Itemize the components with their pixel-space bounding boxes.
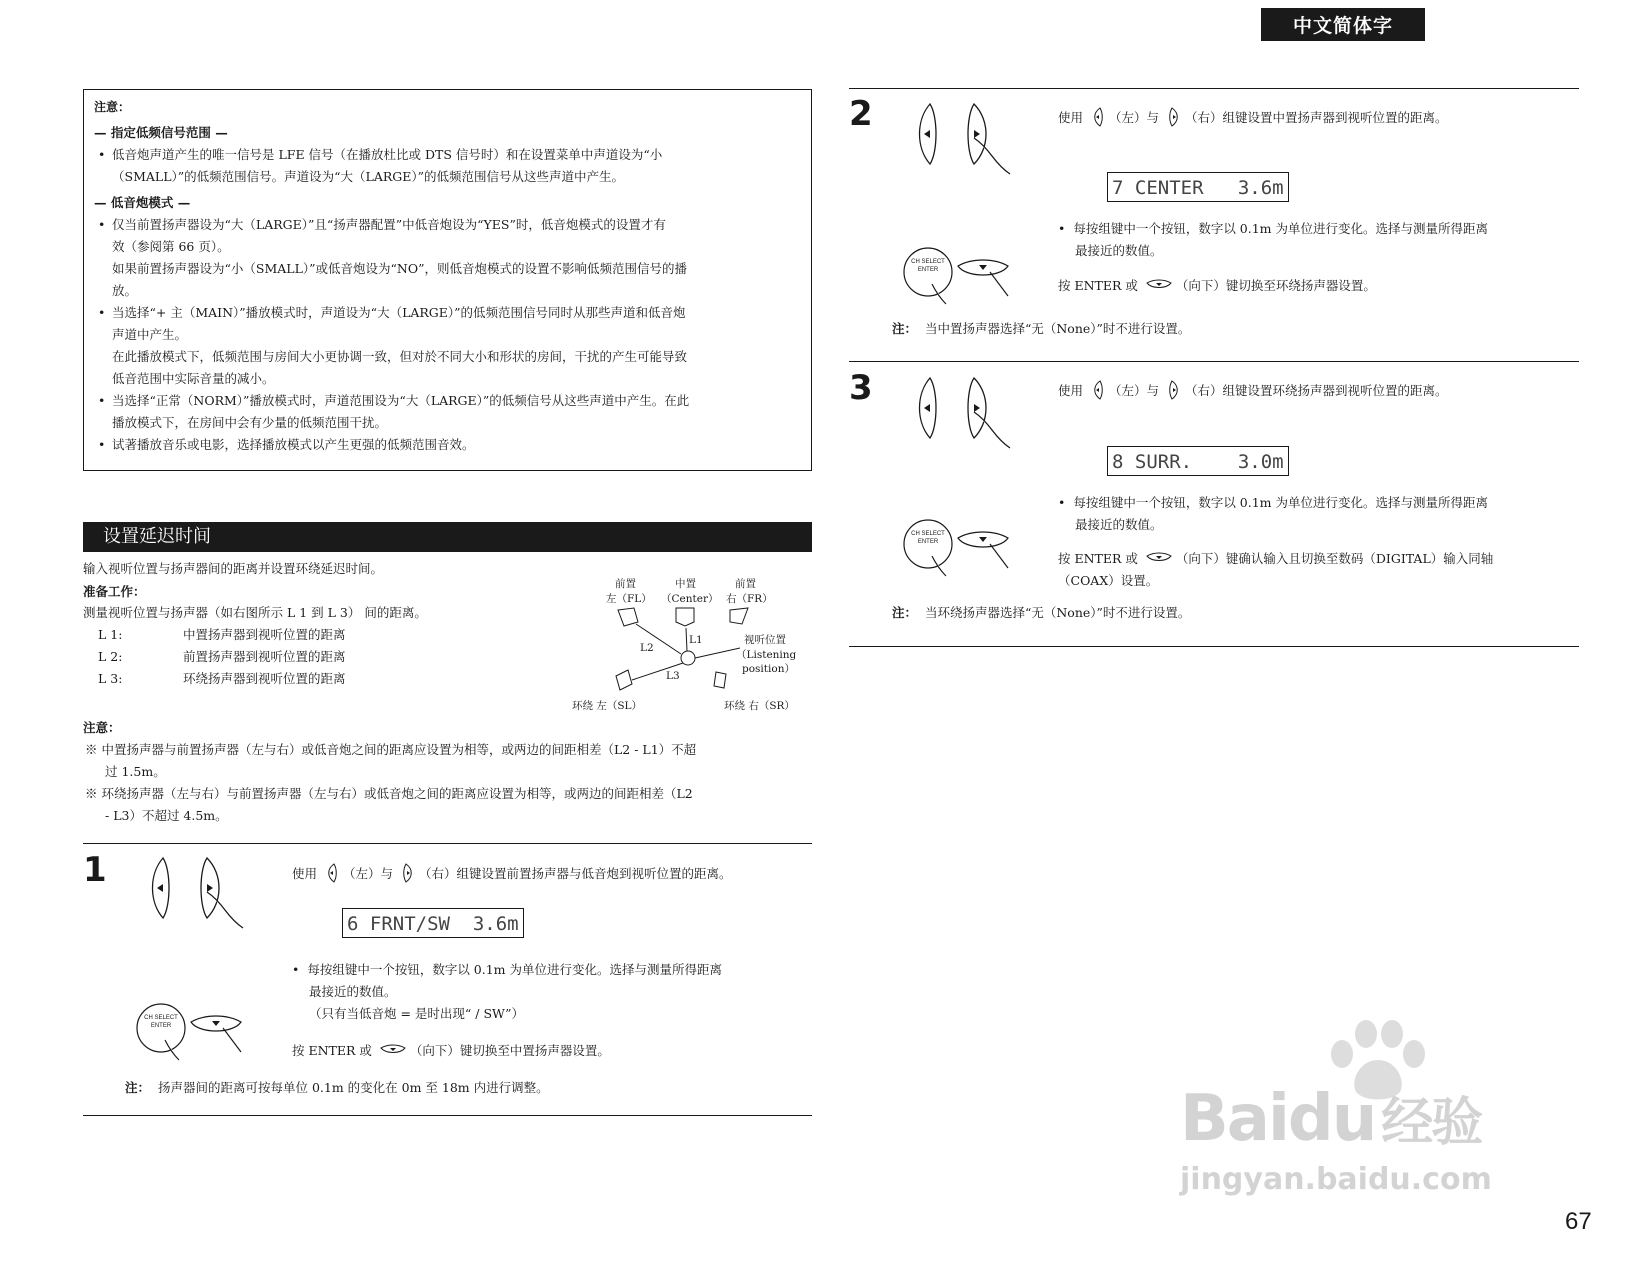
notice-bullet-2-cont: 如果前置扬声器设为“小（SMALL）”或低音炮设为“NO”，则低音炮模式的设置不影响低频范围信号的播 放。: [112, 261, 687, 298]
step2-left-right-keys: [912, 102, 1022, 180]
step2-instruction: 使用 （左）与 （右）组键设置中置扬声器到视听位置的距离。: [1058, 107, 1448, 129]
diagram-label-listening-en2: position）: [742, 663, 795, 675]
step1-note: 注： 扬声器间的距离可按每单位 0.1m 的变化在 0m 至 18m 内进行调整。: [125, 1080, 549, 1095]
step2-press-line: 按 ENTER 或 （向下）键切换至环绕扬声器设置。: [1058, 278, 1376, 293]
l2-value: 前置扬声器到视听位置的距离: [183, 649, 346, 664]
diagram-label-sl: 环绕 左（SL）: [572, 700, 643, 712]
step2-enter-button-label: CH SELECT ENTER: [911, 259, 945, 273]
step3-enter-button-label: CH SELECT ENTER: [911, 531, 945, 545]
delay-intro: 输入视听位置与扬声器间的距离并设置环绕延迟时间。: [83, 561, 384, 576]
diagram-label-sr: 环绕 右（SR）: [724, 700, 795, 712]
step3-enter-down-keys: [902, 516, 1027, 578]
step2-number: 2: [849, 94, 873, 134]
notice-bullet-2: • 仅当前置扬声器设为“大（LARGE）”且“扬声器配置”中低音炮设为“YES”时，低音炮模式的设置才有 效（参阅第 66 页）。: [94, 214, 799, 258]
right-key-small-icon: [1167, 107, 1181, 127]
step3-bottom-rule: [849, 646, 1579, 647]
step1-instruction: 使用 （左）与 （右）组键设置前置扬声器与低音炮到视听位置的距离。: [292, 863, 732, 885]
left-key-small-icon: [1091, 107, 1105, 127]
language-tab: 中文简体字: [1261, 8, 1425, 41]
diagram-label-l1: L1: [689, 634, 703, 646]
step2-bullet-line2: 最接近的数值。: [1075, 243, 1163, 258]
speaker-sr-icon: [714, 672, 726, 688]
step1-bullet-line3: （只有当低音炮 = 是时出现“ / SW”）: [309, 1006, 525, 1021]
notice-subheading-lfe: — 指定低频信号范围 —: [94, 125, 228, 140]
speaker-center-icon: [676, 608, 694, 626]
diagram-label-fr: 右（FR）: [726, 593, 773, 605]
delay-note-2-line2: - L3）不超过 4.5m。: [105, 808, 228, 823]
speaker-fl-icon: [618, 608, 638, 626]
notice-title: 注意：: [94, 100, 131, 114]
notice-subheading-sw: — 低音炮模式 —: [94, 195, 191, 210]
step1-top-rule: [83, 843, 812, 844]
step2-bullet-line1: • 每按组键中一个按钮，数字以 0.1m 为单位进行变化。选择与测量所得距离: [1058, 221, 1489, 236]
l3-value: 环绕扬声器到视听位置的距离: [183, 671, 346, 686]
speaker-fr-icon: [730, 608, 748, 624]
left-key-small-icon: [1091, 380, 1105, 400]
listening-position-icon: [681, 651, 695, 665]
step1-number: 1: [83, 850, 107, 890]
right-key-small-icon: [401, 863, 415, 883]
prep-text: 测量视听位置与扬声器（如右图所示 L 1 到 L 3） 间的距离。: [83, 605, 427, 620]
l1-key: L 1:: [98, 627, 123, 642]
step3-left-right-keys: [912, 376, 1022, 454]
notice-bullet-3-cont: 在此播放模式下，低频范围与房间大小更协调一致，但对於不同大小和形状的房间，干扰的产生可能导致 低音范围中实际音量的减小。: [112, 349, 688, 386]
speaker-layout-diagram: [572, 572, 810, 712]
step2-note: 注： 当中置扬声器选择“无（None）”时不进行设置。: [892, 321, 1191, 336]
delay-note-1-line2: 过 1.5m。: [105, 764, 166, 779]
delay-note-label: 注意：: [83, 720, 121, 735]
l2-key: L 2:: [98, 649, 123, 664]
step3-instruction: 使用 （左）与 （右）组键设置环绕扬声器到视听位置的距离。: [1058, 380, 1448, 402]
step3-press-line: 按 ENTER 或 （向下）键确认输入且切换至数码（DIGITAL）输入同轴: [1058, 551, 1494, 566]
watermark-url: jingyan.baidu.com: [1180, 1162, 1492, 1197]
l1-value: 中置扬声器到视听位置的距离: [183, 627, 346, 642]
diagram-label-front-right-cn: 前置: [735, 578, 756, 590]
section-title: 设置延迟时间: [83, 522, 812, 552]
left-key-small-icon: [325, 863, 339, 883]
step3-bullet-line2: 最接近的数值。: [1075, 517, 1163, 532]
diagram-label-front-left-cn: 前置: [615, 578, 636, 590]
delay-note-1-line1: ※ 中置扬声器与前置扬声器（左与右）或低音炮之间的距离应设置为相等，或两边的间距相差（L2 - L1）不超: [85, 742, 697, 757]
baidu-watermark: [1180, 1020, 1580, 1200]
step3-bullet-line1: • 每按组键中一个按钮，数字以 0.1m 为单位进行变化。选择与测量所得距离: [1058, 495, 1489, 510]
step1-bullet-line2: 最接近的数值。: [309, 984, 397, 999]
notice-bullet-4: • 当选择“正常（NORM）”播放模式时，声道范围设为“大（LARGE）”的低频信号从这些声道中产生。在此 播放模式下，在房间中会有少量的低频范围干扰。: [94, 390, 799, 434]
page-number: 67: [1565, 1208, 1592, 1235]
notice-bullet-5: • 试著播放音乐或电影，选择播放模式以产生更强的低频范围音效。: [94, 434, 799, 456]
diagram-label-center-cn: 中置: [675, 578, 696, 590]
diagram-label-l3: L3: [666, 670, 680, 682]
step1-bottom-rule: [83, 1115, 812, 1116]
down-key-small-icon: [380, 1044, 406, 1056]
diagram-label-center-en: （Center）: [661, 593, 719, 605]
step2-lcd-display: 7 CENTER 3.6m: [1107, 172, 1289, 202]
diagram-label-fl: 左（FL）: [606, 593, 652, 605]
right-key-small-icon: [1167, 380, 1181, 400]
step2-top-rule: [849, 88, 1579, 89]
prep-label: 准备工作：: [83, 584, 146, 599]
step1-bullet-line1: • 每按组键中一个按钮，数字以 0.1m 为单位进行变化。选择与测量所得距离: [292, 962, 723, 977]
step3-note: 注： 当环绕扬声器选择“无（None）”时不进行设置。: [892, 605, 1191, 620]
l3-key: L 3:: [98, 671, 123, 686]
step2-enter-down-keys: [902, 244, 1027, 306]
step1-press-line: 按 ENTER 或 （向下）键切换至中置扬声器设置。: [292, 1043, 610, 1058]
delay-note-2-line1: ※ 环绕扬声器（左与右）与前置扬声器（左与右）或低音炮之间的距离应设置为相等，或两边的间距相差（L2: [85, 786, 693, 801]
notice-box: [83, 89, 812, 471]
diagram-label-l2: L2: [640, 642, 654, 654]
diagram-label-listening-cn: 视听位置: [744, 634, 786, 646]
notice-bullet-3: • 当选择“+ 主（MAIN）”播放模式时，声道设为“大（LARGE）”的低频范围信号同时从那些声道和低音炮 声道中产生。: [94, 302, 799, 346]
step3-top-rule: [849, 361, 1579, 362]
step3-press-line2: （COAX）设置。: [1058, 573, 1159, 588]
step1-enter-down-keys: [135, 1000, 260, 1062]
down-key-small-icon: [1146, 279, 1172, 291]
notice-bullet-1: • 低音炮声道产生的唯一信号是 LFE 信号（在播放杜比或 DTS 信号时）和在设置菜单中声道设为“小 （SMALL）”的低频范围信号。声道设为“大（LARGE）”的低频范围信号从这些声道中产生。: [94, 144, 799, 188]
down-key-small-icon: [1146, 552, 1172, 564]
step3-lcd-display: 8 SURR. 3.0m: [1107, 446, 1289, 476]
step1-lcd-display: 6 FRNT/SW 3.6m: [342, 908, 524, 938]
speaker-sl-icon: [616, 670, 632, 690]
step1-enter-button-label: CH SELECT ENTER: [144, 1015, 178, 1029]
step1-left-right-keys: [145, 856, 255, 934]
diagram-label-listening-en1: （Listening: [736, 649, 797, 661]
watermark-brand: Baidu 经验: [1180, 1082, 1482, 1156]
step3-number: 3: [849, 368, 873, 408]
